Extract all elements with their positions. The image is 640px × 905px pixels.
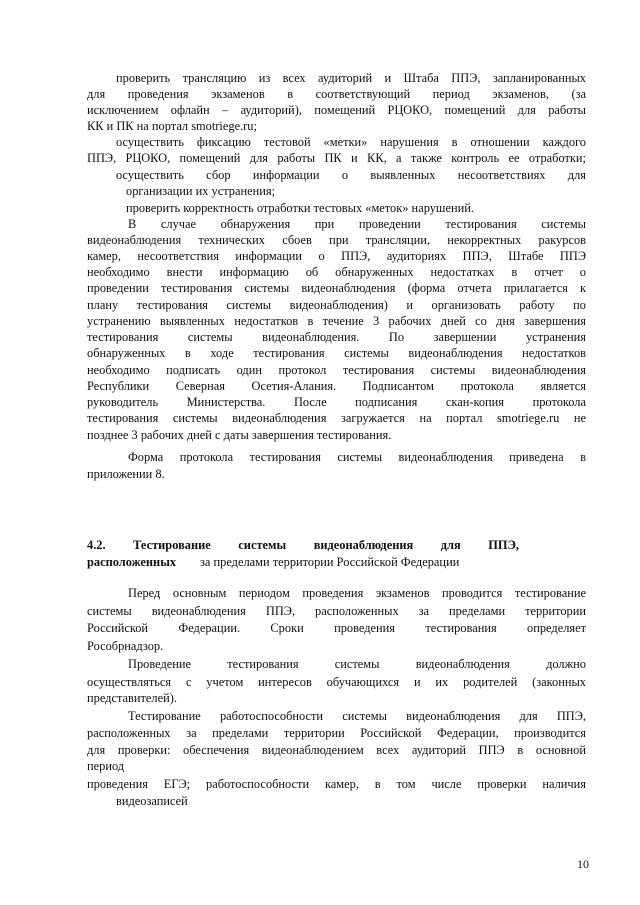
text-line: осуществляться с учетом интересов обучающихся и их родителей (законных <box>87 675 586 689</box>
section-heading-rest: за пределами территории Российской Федерации <box>200 555 460 569</box>
text-line: для проверки: обеспечения видеонаблюдением всех аудиторий ППЭ в основной <box>87 743 586 757</box>
text-line: тестирования системы видеонаблюдения загружается на портал smotriege.ru не <box>87 411 586 425</box>
text-line: тестирования системы видеонаблюдения. По завершении устранения <box>87 330 586 344</box>
text-line: расположенных за пределами территории Российской Федерации, производится <box>87 726 586 740</box>
text-line: Тестирование работоспособности системы видеонаблюдения для ППЭ, <box>128 709 586 723</box>
text-line: для проведения экзаменов в соответствующий период экзаменов, (за <box>87 87 586 101</box>
text-line: устранению выявленных недостатков в течение 3 рабочих дней со дня завершения <box>87 314 586 328</box>
text-line: Республики Северная Осетия-Алания. Подписантом протокола является <box>87 379 586 393</box>
text-line: период <box>87 759 125 773</box>
text-line: приложении 8. <box>87 467 165 481</box>
text-line: исключением офлайн – аудиторий), помещений РЦОКО, помещений для работы <box>87 103 586 117</box>
text-line: позднее 3 рабочих дней с даты завершения тестирования. <box>87 428 392 442</box>
text-line: Форма протокола тестирования системы видеонаблюдения приведена в <box>128 450 586 464</box>
text-line: осуществить фиксацию тестовой «метки» нарушения в отношении каждого <box>116 135 586 149</box>
text-line: обнаруженных в ходе тестирования системы видеонаблюдения недостатков <box>87 346 586 360</box>
text-line: проведении тестирования системы видеонаблюдения (форма отчета прилагается к <box>87 281 586 295</box>
section-heading: 4.2. Тестирование системы видеонаблюдения для ППЭ, <box>87 538 519 552</box>
text-line: видеозаписей <box>116 794 188 808</box>
page-number: 10 <box>577 857 589 871</box>
text-line: ППЭ, РЦОКО, помещений для работы ПК и КК, а также контроль ее отработки; <box>87 151 586 165</box>
text-line: руководитель Министерства. После подписания скан-копия протокола <box>87 395 586 409</box>
text-line: необходимо внести информацию об обнаруженных недостатках в отчет о <box>87 265 586 279</box>
text-line: Российской Федерации. Сроки проведения тестирования определяет <box>87 621 586 635</box>
text-line: системы видеонаблюдения ППЭ, расположенных за пределами территории <box>87 604 586 618</box>
section-heading-cont: расположенных <box>87 555 177 569</box>
text-line: плану тестирования системы видеонаблюдения) и организовать работу по <box>87 298 586 312</box>
text-line: Рособрнадзор. <box>87 639 164 653</box>
text-line: представителей). <box>87 691 177 705</box>
text-line: Проведение тестирования системы видеонаблюдения должно <box>128 657 586 671</box>
text-line: организации их устранения; <box>126 184 276 198</box>
text-line: Перед основным периодом проведения экзаменов проводится тестирование <box>128 586 586 600</box>
text-line: проведения ЕГЭ; работоспособности камер, в том числе проверки наличия <box>87 777 586 791</box>
text-line: проверить корректность отработки тестовых «меток» нарушений. <box>126 201 474 215</box>
text-line: В случае обнаружения при проведении тестирования системы <box>128 217 586 231</box>
text-line: камер, несоответствия информации о ППЭ, аудиториях ППЭ, Штабе ППЭ <box>87 249 586 263</box>
text-line: необходимо подписать один протокол тестирования системы видеонаблюдения <box>87 363 586 377</box>
text-line: видеонаблюдения технических сбоев при трансляции, некорректных ракурсов <box>87 233 586 247</box>
text-line: КК и ПК на портал smotriege.ru; <box>87 119 257 133</box>
text-line: проверить трансляцию из всех аудиторий и Штаба ППЭ, запланированных <box>116 71 586 85</box>
text-line: осуществить сбор информации о выявленных несоответствиях для <box>116 168 586 182</box>
